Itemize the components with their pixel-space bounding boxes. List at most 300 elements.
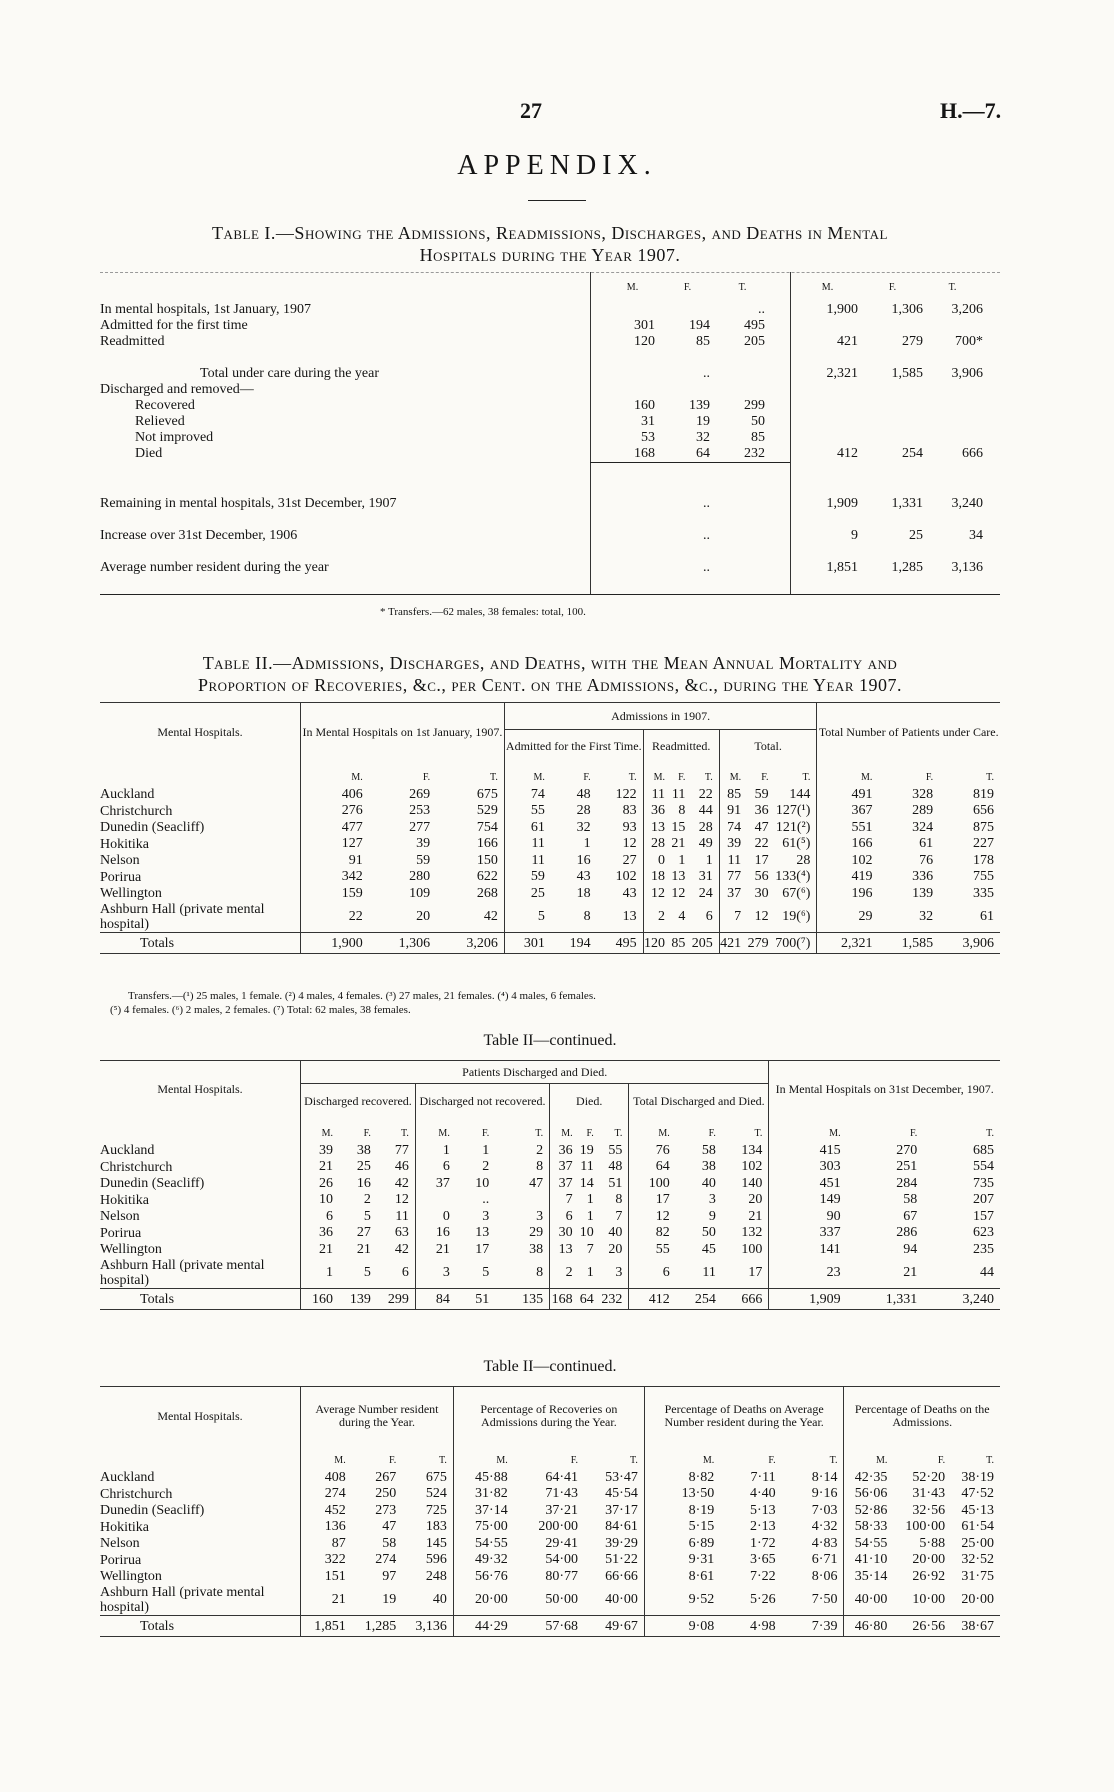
table2c-cell: 45·13	[961, 1502, 994, 1518]
table2c-hospital-name: Porirua	[100, 1552, 142, 1568]
table2c	[100, 1386, 1000, 1637]
table2b-cell: 17	[629, 1192, 676, 1209]
table1-cell: 1,851	[826, 560, 858, 575]
table2b-total-cell: 254	[676, 1289, 722, 1310]
table2-cell: 196	[817, 886, 879, 903]
table2c-cell: 10·00	[912, 1591, 946, 1607]
table2b-cell: 21	[903, 1264, 918, 1280]
table2-cell: 61(⁵)	[782, 836, 811, 851]
table2-head-row-1	[100, 703, 1000, 730]
table2b-cell: 20	[748, 1192, 763, 1207]
table1-row-label: Admitted for the first time	[100, 318, 248, 333]
table2-cell: 166	[476, 836, 498, 851]
table2b-mft-head: M.	[415, 1118, 455, 1143]
table2-cell: 8	[678, 803, 686, 818]
table-row	[100, 1486, 1000, 1503]
table2b-cell: 157	[973, 1208, 994, 1224]
table2b-mft-head: M.	[629, 1118, 676, 1143]
table2-head-hospitals: Mental Hospitals.	[100, 703, 301, 763]
table2-cell: 55	[504, 803, 551, 820]
table-row	[100, 1470, 1000, 1487]
table2b-cell: 47	[529, 1175, 544, 1191]
table1-caption	[100, 222, 1000, 266]
table2b-mft-head: T.	[754, 1128, 763, 1139]
table-row	[100, 1209, 1000, 1226]
table2c-cell: 51·22	[605, 1552, 638, 1567]
table1-cell: 1,306	[891, 302, 923, 317]
table2b-cell: 7	[550, 1192, 579, 1209]
table2c-cell: 596	[425, 1552, 447, 1567]
table2-cell: 875	[973, 819, 994, 835]
table2b-cell: 13	[550, 1242, 579, 1259]
table2b-cell: 16	[415, 1225, 455, 1242]
table2b-mft-head: F.	[482, 1128, 490, 1139]
table2b-mft-head: F.	[708, 1128, 716, 1139]
table2-cell: 85	[719, 787, 747, 804]
table2b-cell: 26	[301, 1176, 340, 1193]
table2b-cell: 1	[415, 1143, 455, 1160]
table2c-mft-head: M.	[644, 1445, 720, 1470]
table2b-mft-head: T.	[986, 1128, 994, 1139]
table2b-cell: 45	[701, 1241, 716, 1257]
table2c-cell: 47·52	[961, 1486, 994, 1501]
page-title: APPENDIX.	[457, 150, 657, 181]
table1-top-rule	[100, 272, 1000, 273]
table2b-cell: 102	[741, 1159, 763, 1174]
table1-cell: 254	[902, 446, 923, 461]
table2b-cell: 63	[394, 1225, 409, 1240]
table2-cell: 551	[817, 820, 879, 837]
table1-cell: 495	[744, 318, 765, 333]
table2-cell: 27	[622, 852, 637, 868]
table1-divider-1	[590, 272, 591, 594]
table2b-cell: 12	[394, 1192, 409, 1207]
table2-cell: 12	[671, 885, 686, 901]
table2-cell: 28	[643, 836, 671, 853]
table2b-cell: 149	[769, 1192, 847, 1209]
table2c-cell: 20·00	[961, 1591, 994, 1607]
table2c-mft-head: T.	[986, 1455, 994, 1466]
table2b-cell: 82	[629, 1225, 676, 1242]
table1-cell: 85	[696, 334, 710, 349]
table2c-mft-head: M.	[301, 1445, 352, 1470]
table2b-cell: 5	[482, 1264, 490, 1280]
table2c-cell: 7·11	[750, 1469, 776, 1485]
table2b-cell: 6	[301, 1209, 340, 1226]
table2c-total-cell: 1,285	[352, 1616, 403, 1637]
table2-cell: 39	[416, 836, 431, 851]
table2-total-cell: 279	[747, 933, 774, 954]
table2-total-cell: 2,321	[817, 933, 879, 954]
table2-cell: 268	[476, 885, 498, 901]
table2-mft-head: T.	[704, 772, 713, 783]
table2-cell: 6	[705, 908, 713, 924]
table2c-cell: 267	[375, 1469, 397, 1485]
table2-cell: 83	[622, 803, 637, 818]
table2b-hospital-name: Nelson	[100, 1209, 140, 1225]
table2b-total-cell: 135	[495, 1289, 549, 1310]
table2b-head-total-discharged: Total Discharged and Died.	[629, 1084, 769, 1119]
table2-head-under-care: Total Number of Patients under Care.	[817, 703, 1000, 763]
table2c-cell: 58·33	[844, 1519, 893, 1536]
table2-cell: 622	[476, 869, 498, 884]
table2-total-cell: 1,585	[878, 933, 939, 954]
table2c-cell: 8·19	[644, 1503, 720, 1520]
table2-mft-head: F.	[678, 772, 686, 783]
table2b-cell: 40	[701, 1175, 716, 1191]
table1-cell: 1,585	[891, 366, 923, 381]
table2b-cell: 27	[356, 1225, 371, 1240]
table2-hospital-name: Ashburn Hall (private mental hospital)	[100, 902, 265, 932]
table-row	[100, 1536, 1000, 1553]
table1-cell: ..	[758, 302, 765, 317]
table2b-totals-label: Totals	[100, 1289, 301, 1310]
table2c-hospital-name: Ashburn Hall (private mental hospital)	[100, 1585, 265, 1615]
table1-cell: 85	[751, 430, 765, 445]
table2c-hospital-name: Nelson	[100, 1536, 140, 1552]
table2b-total-cell: 1,909	[769, 1289, 847, 1310]
table1-col-head: T.	[738, 282, 747, 293]
table2-cell: 276	[301, 803, 369, 820]
table2-head-january: In Mental Hospitals on 1st January, 1907.	[301, 703, 505, 763]
table2b-cell: 235	[973, 1241, 994, 1257]
table2-cell: 59	[504, 869, 551, 886]
table2-hospital-name: Hokitika	[100, 836, 149, 852]
table2c-cell: 7·50	[811, 1591, 838, 1607]
table2c-cell: 37·21	[545, 1502, 579, 1518]
table2b-cell: 3	[708, 1192, 716, 1207]
table2b-cell: 1	[482, 1142, 490, 1158]
table2b-total-cell: 412	[629, 1289, 676, 1310]
table2b-cell: 7	[615, 1208, 623, 1224]
table2-cell: 121(²)	[775, 819, 811, 835]
table2-cell: 754	[476, 819, 498, 835]
table2b-total-cell: 1,331	[847, 1289, 924, 1310]
table2c-cell: 45·88	[453, 1470, 513, 1487]
table2-cell: 67(⁶)	[782, 885, 811, 901]
table2-mft-row	[100, 762, 1000, 787]
table2c-cell: 20·00	[453, 1585, 513, 1616]
table2b-head-december: In Mental Hospitals on 31st December, 1907.	[769, 1061, 1000, 1119]
table2-cell: 2	[643, 902, 671, 933]
table2-cell: 15	[671, 819, 686, 835]
table2b-cell: 58	[701, 1142, 716, 1158]
table1-cell: 666	[962, 446, 983, 461]
table2c-cell: 32·56	[912, 1502, 946, 1518]
table2c-cell: 5·88	[919, 1535, 946, 1551]
table2c-cell: 31·82	[453, 1486, 513, 1503]
table2b-cell: 735	[973, 1175, 994, 1191]
table2-cell: 150	[476, 852, 498, 868]
table2-cell: 61	[504, 820, 551, 837]
table2c-cell: 452	[301, 1503, 352, 1520]
table2b-cell: 10	[579, 1225, 594, 1240]
table2b-cell: 21	[301, 1159, 340, 1176]
table1-cell: 194	[689, 318, 710, 333]
table2-cell: 32	[576, 819, 591, 835]
table1-caption-line1: Table I.—Showing the Admissions, Readmissions, Discharges, and Deaths in Mental	[212, 223, 888, 243]
table2b-cell: 451	[769, 1176, 847, 1193]
table2-cell: 91	[301, 853, 369, 870]
table2b-mft-row	[100, 1118, 1000, 1143]
table2-cell: 324	[912, 819, 934, 835]
table2b-cell: 7	[586, 1241, 594, 1257]
table2c-cell: 248	[425, 1568, 447, 1584]
table2-cell: 49	[698, 836, 713, 851]
table2c-cell: 4·32	[811, 1519, 838, 1534]
table2b-cell: 5	[363, 1264, 371, 1280]
table2b-cell: 141	[769, 1242, 847, 1259]
table2-cell: 32	[919, 908, 934, 924]
table2c-head-pct-deaths-admissions: Percentage of Deaths on the Admissions.	[844, 1387, 1000, 1446]
table2c-cell: 56·06	[844, 1486, 893, 1503]
table2b-head-recovered: Discharged recovered.	[301, 1084, 416, 1119]
table-row	[100, 886, 1000, 903]
table2c-cell: 8·06	[811, 1568, 838, 1584]
table1-cell: 120	[634, 334, 655, 349]
table2b-cell: 23	[769, 1258, 847, 1289]
table2-cell: 36	[754, 803, 769, 818]
title-rule	[528, 200, 586, 201]
table2c-cell: 37·17	[605, 1502, 638, 1518]
table2c-head-average: Average Number resident during the Year.	[301, 1387, 454, 1446]
table-row	[100, 787, 1000, 804]
table2b-total-cell: 84	[415, 1289, 455, 1310]
table1-cell: 3,240	[951, 496, 983, 511]
table2b-cell: 623	[973, 1225, 994, 1240]
table2c-cell: 54·00	[545, 1552, 579, 1567]
table-row	[100, 1585, 1000, 1616]
table2b-total-cell: 299	[377, 1289, 416, 1310]
table2c-cell: 274	[375, 1552, 397, 1567]
table-row	[100, 853, 1000, 870]
table2b-head-group: Patients Discharged and Died.	[301, 1061, 769, 1084]
table2b-cell: 39	[301, 1143, 340, 1160]
table2-cell: 419	[817, 869, 879, 886]
table2c-cell: 675	[425, 1469, 447, 1485]
table2c-cell: 136	[301, 1519, 352, 1536]
table2c-cell: 9·52	[644, 1585, 720, 1616]
table2-cell: 28	[576, 803, 591, 818]
table1-col-head: M.	[821, 282, 834, 293]
table2c-cell: 408	[301, 1470, 352, 1487]
table2-cell: 227	[973, 836, 994, 851]
table2-cell: 367	[817, 803, 879, 820]
table2c-hospital-name: Christchurch	[100, 1486, 173, 1502]
table2b-cell: 1	[586, 1264, 594, 1280]
table2c-cell: 61·54	[961, 1519, 994, 1534]
table2c-hospital-name: Dunedin (Seacliff)	[100, 1503, 205, 1519]
table2-cell: 39	[719, 836, 747, 853]
table2b-cell: 415	[769, 1143, 847, 1160]
table2c-cell: 52·20	[912, 1469, 946, 1485]
table1-col-head: F.	[888, 282, 897, 293]
table2b-cell: 40	[608, 1225, 623, 1240]
table2c-cell: 29·41	[545, 1535, 579, 1551]
table2-cell: 36	[643, 803, 671, 820]
table2-cell: 74	[504, 787, 551, 804]
table2b-cell: 10	[301, 1192, 340, 1209]
table2c-cell: 4·83	[811, 1535, 838, 1551]
table-row	[100, 902, 1000, 933]
table2-cell: 139	[912, 885, 934, 901]
table1-cell: 3,136	[951, 560, 983, 575]
table2-cell: 11	[719, 853, 747, 870]
table-row	[100, 820, 1000, 837]
table2c-mft-head: F.	[768, 1455, 776, 1466]
table2-cell: 22	[301, 902, 369, 933]
table2c-cell: 52·86	[844, 1503, 893, 1520]
table1-cell: 1,900	[826, 302, 858, 317]
table2-mft-head: T.	[802, 772, 811, 783]
table1-cell: 160	[634, 398, 655, 413]
table2c-total-cell: 49·67	[584, 1616, 644, 1637]
table2b-cell	[415, 1192, 455, 1209]
table-row	[100, 1258, 1000, 1289]
table2-cell: 43	[576, 869, 591, 884]
table2-head-first-time: Admitted for the First Time.	[504, 730, 643, 763]
table2b-cell: 17	[475, 1241, 490, 1257]
table2b-mft-head: F.	[586, 1128, 594, 1139]
table2b-total-cell: 51	[456, 1289, 495, 1310]
table2-cell: 122	[615, 786, 637, 802]
table2b-cell: 0	[415, 1209, 455, 1226]
table2c-cell: 47	[382, 1519, 397, 1534]
table2-notes-line1: Transfers.—(¹) 25 males, 1 female. (²) 4 males, 4 females. (³) 27 males, 21 females. (⁴) 4 males, 6 females.	[128, 990, 596, 1002]
table2b-mft-head: M.	[301, 1118, 340, 1143]
table2-mft-head: F.	[761, 772, 769, 783]
table-row	[100, 1159, 1000, 1176]
table2b-cell: 19	[579, 1142, 594, 1158]
table-row	[100, 1569, 1000, 1586]
table2b-mft-head: M.	[550, 1118, 579, 1143]
table2b-cell: 11	[702, 1264, 716, 1280]
table1-cell: 31	[641, 414, 655, 429]
table2c-cell: 151	[301, 1569, 352, 1586]
table2-cell: 342	[301, 869, 369, 886]
table2c-cell: 6·89	[644, 1536, 720, 1553]
table1-cell: 3,906	[951, 366, 983, 381]
table2b-total-cell: 232	[600, 1289, 629, 1310]
table2b-mft-head: F.	[363, 1128, 371, 1139]
table2b-cell: 3	[615, 1264, 623, 1280]
table1-row-label: Relieved	[135, 414, 185, 429]
table2-total-cell: 1,900	[301, 933, 369, 954]
table2-mft-head: M.	[301, 762, 369, 787]
table2b-cell: 6	[629, 1258, 676, 1289]
table2c-total-cell: 4·98	[720, 1616, 781, 1637]
table2c-mft-head: T.	[439, 1455, 447, 1466]
table-row	[100, 836, 1000, 853]
table2c-mft-head: F.	[388, 1455, 397, 1466]
table2-total-cell: 495	[597, 933, 644, 954]
table2-cell: 56	[754, 869, 769, 884]
table1-row-label: In mental hospitals, 1st January, 1907	[100, 302, 312, 317]
table-row	[100, 1552, 1000, 1569]
table2c-head-hospitals: Mental Hospitals.	[100, 1387, 301, 1446]
table2c-cell: 6·71	[811, 1552, 838, 1567]
table2c-cell: 7·22	[749, 1568, 776, 1584]
table2b-cell: 30	[550, 1225, 579, 1242]
table1-cell: 2,321	[826, 366, 858, 381]
table-row	[100, 1519, 1000, 1536]
table2b-cell: 554	[973, 1159, 994, 1174]
table1-cell: 1,285	[891, 560, 923, 575]
table2b-head-hospitals: Mental Hospitals.	[100, 1061, 301, 1119]
table2-cell: 1	[583, 836, 591, 851]
table2b-cell: 17	[748, 1264, 763, 1280]
table2b-cell: 685	[973, 1142, 994, 1158]
table2c-hospital-name: Wellington	[100, 1569, 162, 1585]
table2-cell: 30	[754, 885, 769, 901]
table2-cell: 280	[409, 869, 431, 884]
table2c-cell: 75·00	[453, 1519, 513, 1536]
table2b-hospital-name: Porirua	[100, 1225, 142, 1241]
table2-hospital-name: Wellington	[100, 886, 162, 902]
table2c-cell: 58	[382, 1535, 397, 1551]
table2b-total-cell: 139	[339, 1289, 377, 1310]
table2c-cell: 54·55	[844, 1536, 893, 1553]
table2b-hospital-name: Hokitika	[100, 1192, 149, 1208]
table2c-total-cell: 38·67	[951, 1616, 1000, 1637]
table2-cell: 19(⁶)	[782, 908, 811, 924]
table2b-cell: 12	[629, 1209, 676, 1226]
table2c-cell: 274	[301, 1486, 352, 1503]
table2-cell: 12	[622, 836, 637, 851]
table2-total-cell: 1,306	[369, 933, 436, 954]
table1-row-label: Remaining in mental hospitals, 31st December, 1907	[100, 496, 397, 511]
table2b-cell: 46	[394, 1159, 409, 1174]
table2c-cell: 40	[432, 1591, 447, 1607]
table2b-cell: 44	[980, 1264, 994, 1280]
table2c-mft-head: T.	[829, 1455, 838, 1466]
table2-cell: 144	[789, 786, 811, 802]
table2b-cell: 29	[529, 1225, 544, 1240]
table2-total-cell: 421	[719, 933, 747, 954]
table2c-total-cell: 1,851	[301, 1616, 352, 1637]
table2b-cell: 3	[536, 1208, 544, 1224]
table2b-cell: 2	[363, 1192, 371, 1207]
table2c-total-cell: 3,136	[402, 1616, 453, 1637]
table2-head-total: Total.	[719, 730, 817, 763]
table2b-cell: 36	[301, 1225, 340, 1242]
table2b-mft-head: T.	[535, 1128, 544, 1139]
table2-hospital-name: Christchurch	[100, 803, 173, 819]
table1-cell: 299	[744, 398, 765, 413]
table2-mft-head: F.	[583, 772, 591, 783]
table2-cell: 12	[754, 908, 769, 924]
table2-cell: 133(⁴)	[775, 869, 811, 884]
table2-cell: 47	[754, 819, 769, 835]
table2c-hospital-name: Auckland	[100, 1470, 155, 1486]
table1-cell: ..	[703, 366, 710, 381]
table2-cell: 253	[409, 803, 431, 818]
table2c-cell: 64·41	[545, 1469, 579, 1485]
table2-hospital-name: Porirua	[100, 869, 142, 885]
table-row	[100, 869, 1000, 886]
table2-mft-head: T.	[986, 772, 994, 783]
table2b-cell: 134	[741, 1142, 763, 1158]
table2-mft-head: T.	[628, 772, 637, 783]
table2b-total-cell: 160	[301, 1289, 340, 1310]
table2c-cell: 37·14	[453, 1503, 513, 1520]
table2-cell: 178	[973, 852, 994, 868]
table2-cell: 491	[817, 787, 879, 804]
table2-head-readmitted: Readmitted.	[643, 730, 719, 763]
table2-cell: 11	[643, 787, 671, 804]
table2c-cell: 40·00	[605, 1591, 638, 1607]
table1-cell: 279	[902, 334, 923, 349]
